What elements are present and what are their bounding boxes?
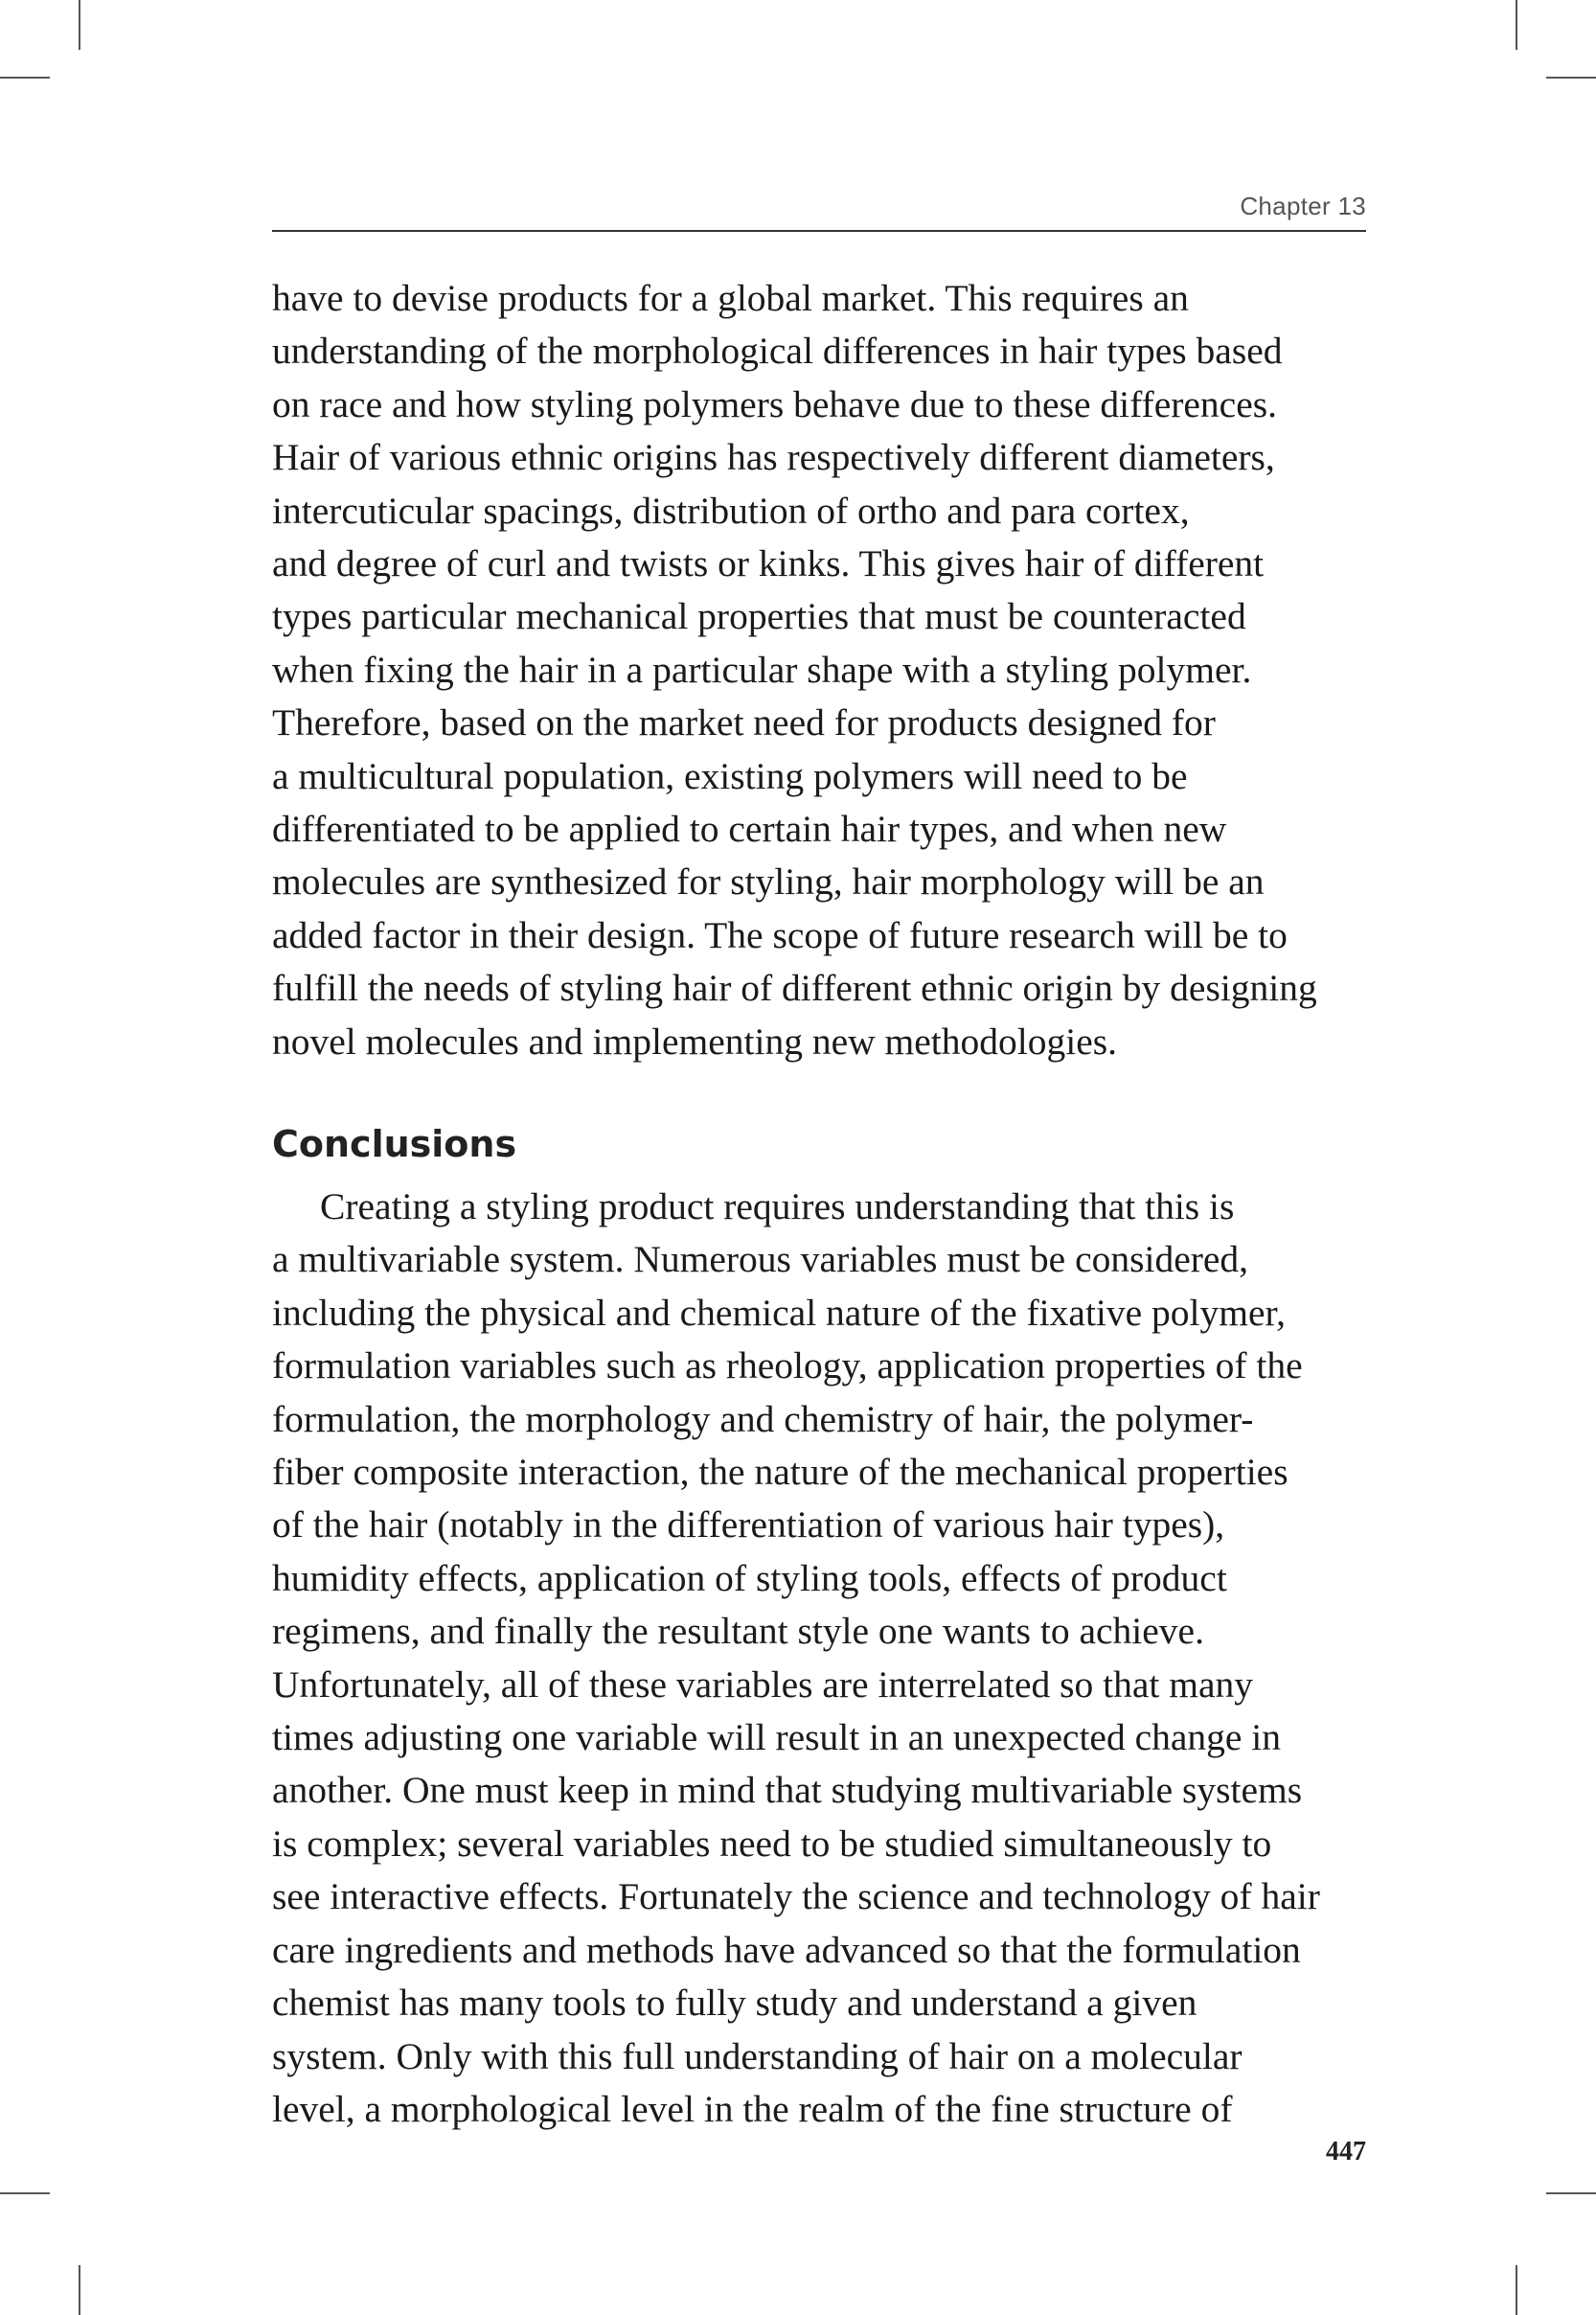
text-line: added factor in their design. The scope of future research will be to	[272, 913, 1288, 956]
body-paragraph-continued	[272, 272, 1369, 1068]
text-line: Hair of various ethnic origins has respectively different diameters,	[272, 436, 1275, 479]
text-line: fiber composite interaction, the nature of the mechanical properties	[272, 1451, 1288, 1494]
text-line: fulfill the needs of styling hair of different ethnic origin by designing	[272, 967, 1317, 1010]
text-line: intercuticular spacings, distribution of ortho and para cortex,	[272, 489, 1190, 532]
text-line: level, a morphological level in the realm of the fine structure of	[272, 2087, 1233, 2130]
chapter-label: Chapter 13	[1240, 192, 1366, 220]
running-head	[272, 186, 1366, 232]
text-line: is complex; several variables need to be studied simultaneously to	[272, 1822, 1272, 1865]
text-line: a multicultural population, existing polymers will need to be	[272, 754, 1188, 797]
text-line: of the hair (notably in the differentiation of various hair types),	[272, 1503, 1225, 1547]
conclusions-paragraph	[272, 1180, 1369, 2136]
text-line: Unfortunately, all of these variables are interrelated so that many	[272, 1662, 1254, 1706]
text-line: when fixing the hair in a particular shape with a styling polymer.	[272, 648, 1252, 691]
text-line: Therefore, based on the market need for products designed for	[272, 701, 1216, 745]
text-line: see interactive effects. Fortunately the science and technology of hair	[272, 1875, 1320, 1918]
text-line: system. Only with this full understanding of hair on a molecular	[272, 2034, 1243, 2077]
crop-mark-top-left-vertical	[79, 0, 80, 50]
text-line: another. One must keep in mind that studying multivariable systems	[272, 1769, 1303, 1812]
crop-mark-top-right-vertical	[1516, 0, 1517, 50]
crop-mark-bottom-left-horizontal	[0, 2192, 50, 2194]
text-line: novel molecules and implementing new methodologies.	[272, 1020, 1117, 1063]
text-line: differentiated to be applied to certain hair types, and when new	[272, 808, 1227, 851]
crop-mark-top-left-horizontal	[0, 77, 50, 79]
text-line: including the physical and chemical nature of the fixative polymer,	[272, 1291, 1286, 1334]
text-line: formulation variables such as rheology, application properties of the	[272, 1344, 1303, 1387]
text-line: molecules are synthesized for styling, hair morphology will be an	[272, 860, 1265, 904]
section-heading-conclusions: Conclusions	[272, 1123, 517, 1165]
text-line: understanding of the morphological differences in hair types based	[272, 330, 1283, 373]
crop-mark-top-right-horizontal	[1546, 77, 1596, 79]
page-number: 447	[1326, 2137, 1366, 2166]
text-line: formulation, the morphology and chemistry of hair, the polymer-	[272, 1397, 1254, 1440]
text-line: care ingredients and methods have advanced so that the formulation	[272, 1928, 1301, 1971]
crop-mark-bottom-right-horizontal	[1546, 2192, 1596, 2194]
text-line: have to devise products for a global market. This requires an	[272, 277, 1189, 319]
text-line: a multivariable system. Numerous variables must be considered,	[272, 1238, 1249, 1281]
text-line: Creating a styling product requires understanding that this is	[320, 1185, 1235, 1227]
text-line: regimens, and finally the resultant style one wants to achieve.	[272, 1610, 1204, 1653]
text-line: chemist has many tools to fully study and understand a given	[272, 1982, 1197, 2025]
text-line: and degree of curl and twists or kinks. This gives hair of different	[272, 542, 1265, 585]
text-line: on race and how styling polymers behave due to these differences.	[272, 382, 1277, 425]
crop-mark-bottom-right-vertical	[1516, 2265, 1517, 2315]
text-line: types particular mechanical properties that must be counteracted	[272, 595, 1246, 638]
text-line: times adjusting one variable will result in an unexpected change in	[272, 1716, 1282, 1759]
crop-mark-bottom-left-vertical	[79, 2265, 80, 2315]
text-line: humidity effects, application of styling tools, effects of product	[272, 1556, 1227, 1599]
